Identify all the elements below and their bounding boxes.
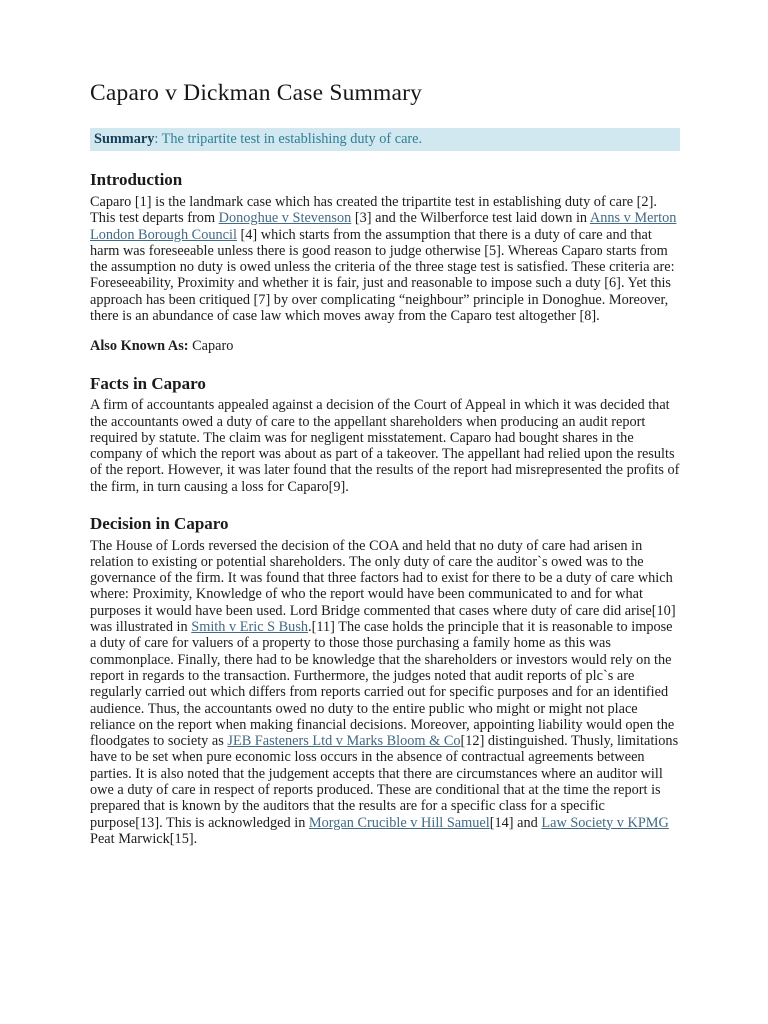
link-jeb-fasteners-ltd-v-marks-bloom-co[interactable]: JEB Fasteners Ltd v Marks Bloom & Co bbox=[227, 733, 461, 750]
section-heading-facts: Facts in Caparo bbox=[90, 373, 206, 393]
text-run: .[11] The case holds the principle that it is reasonable to impose a duty of care for valuers of a property to those those purchasing a family home as this was commonplace. Finally, there had to be knowledge that the shareholders or investors would rely on the report in regards to the transaction. Furthermore, the judges noted that audit reports of plc`s are regularly carried out which differs from reports carried out for specific purposes and for an identified audience. Thus, the accountants owed no duty to the entire public who might or might not place reliance on the report when making financial decisions. Moreover, appointing liability would open the floodgates to society as bbox=[90, 619, 675, 750]
text-run: A firm of accountants appealed against a decision of the Court of Appeal in which it was decided that the accountants owed a duty of care to the appellant shareholders when producing an audit report required by statute. The claim was for negligent misstatement. Caparo had bought shares in the company of which the report was about as part of a takeover. The appellant had relied upon the results of the report. However, it was later found that the results of the report had misrepresented the profits of the firm, in turn causing a loss for Caparo[9]. bbox=[90, 397, 680, 495]
link-smith-v-eric-s-bush[interactable]: Smith v Eric S Bush bbox=[191, 619, 309, 636]
also-known-as-value: Caparo bbox=[192, 338, 234, 355]
summary-label: Summary bbox=[94, 131, 155, 148]
summary-callout bbox=[90, 128, 680, 151]
document-content bbox=[90, 80, 680, 859]
decision-paragraph bbox=[90, 538, 680, 848]
link-anns-v-merton-london-borough-council[interactable]: Anns v Merton London Borough Council bbox=[90, 210, 677, 243]
facts-paragraph bbox=[90, 397, 680, 495]
text-run: [14] and bbox=[489, 814, 542, 831]
text-run: [4] which starts from the assumption that there is a duty of care and that harm was foreseeable unless there is good reason to judge otherwise [5]. Whereas Caparo starts from the assumption no duty is owed unless the criteria of the three stage test is satisfied. These criteria are: Foreseeability, Proximity and whether it is fair, just and reasonable to impose such a duty [6]. Yet this approach has been critiqued [7] by over complicating “neighbour” principle in Donoghue. Moreover, there is an abundance of case law which moves away from the Caparo test altogether [8]. bbox=[90, 226, 675, 325]
section-heading-decision: Decision in Caparo bbox=[90, 514, 229, 533]
text-run: [12] distinguished. Thusly, limitations have to be set when pure economic loss occurs in the absence of contractual agreements between parties. It is also noted that the judgement accepts that there are circumstances where an auditor will owe a duty of care in respect of reports produced. These are conditional that at the time the report is prepared that is known by the auditors that the results are for a specific class for a specific purpose[13]. This is acknowledged in bbox=[90, 733, 679, 831]
also-known-as-label: Also Known As: bbox=[90, 338, 189, 355]
link-morgan-crucible-v-hill-samuel[interactable]: Morgan Crucible v Hill Samuel bbox=[308, 814, 490, 831]
link-law-society-v-kpmg[interactable]: Law Society v KPMG bbox=[541, 814, 669, 831]
text-run: Caparo [1] is the landmark case which has created the tripartite test in establishing duty of care [2]. This test departs from bbox=[90, 194, 657, 227]
summary-text: : The tripartite test in establishing duty of care. bbox=[154, 131, 423, 148]
also-known-as-line bbox=[90, 338, 680, 354]
link-donoghue-v-stevenson[interactable]: Donoghue v Stevenson bbox=[218, 210, 352, 227]
section-heading-introduction: Introduction bbox=[90, 170, 183, 190]
text-run: [3] and the Wilberforce test laid down in bbox=[351, 210, 590, 227]
page-title: Caparo v Dickman Case Summary bbox=[90, 80, 423, 106]
introduction-paragraph bbox=[90, 194, 680, 324]
text-run: Peat Marwick[15]. bbox=[90, 830, 198, 847]
text-run: The House of Lords reversed the decision of the COA and held that no duty of care had arisen in relation to existing or potential shareholders. The only duty of care the auditor`s owed was to the governance of the firm. It was found that three factors had to exist for there to be a duty of care which where: Proximity, Knowledge of who the report would have been communicated to and for what purposes it would have been used. Lord Bridge commented that cases where duty of care did arise[10] was illustrated in bbox=[90, 537, 676, 636]
